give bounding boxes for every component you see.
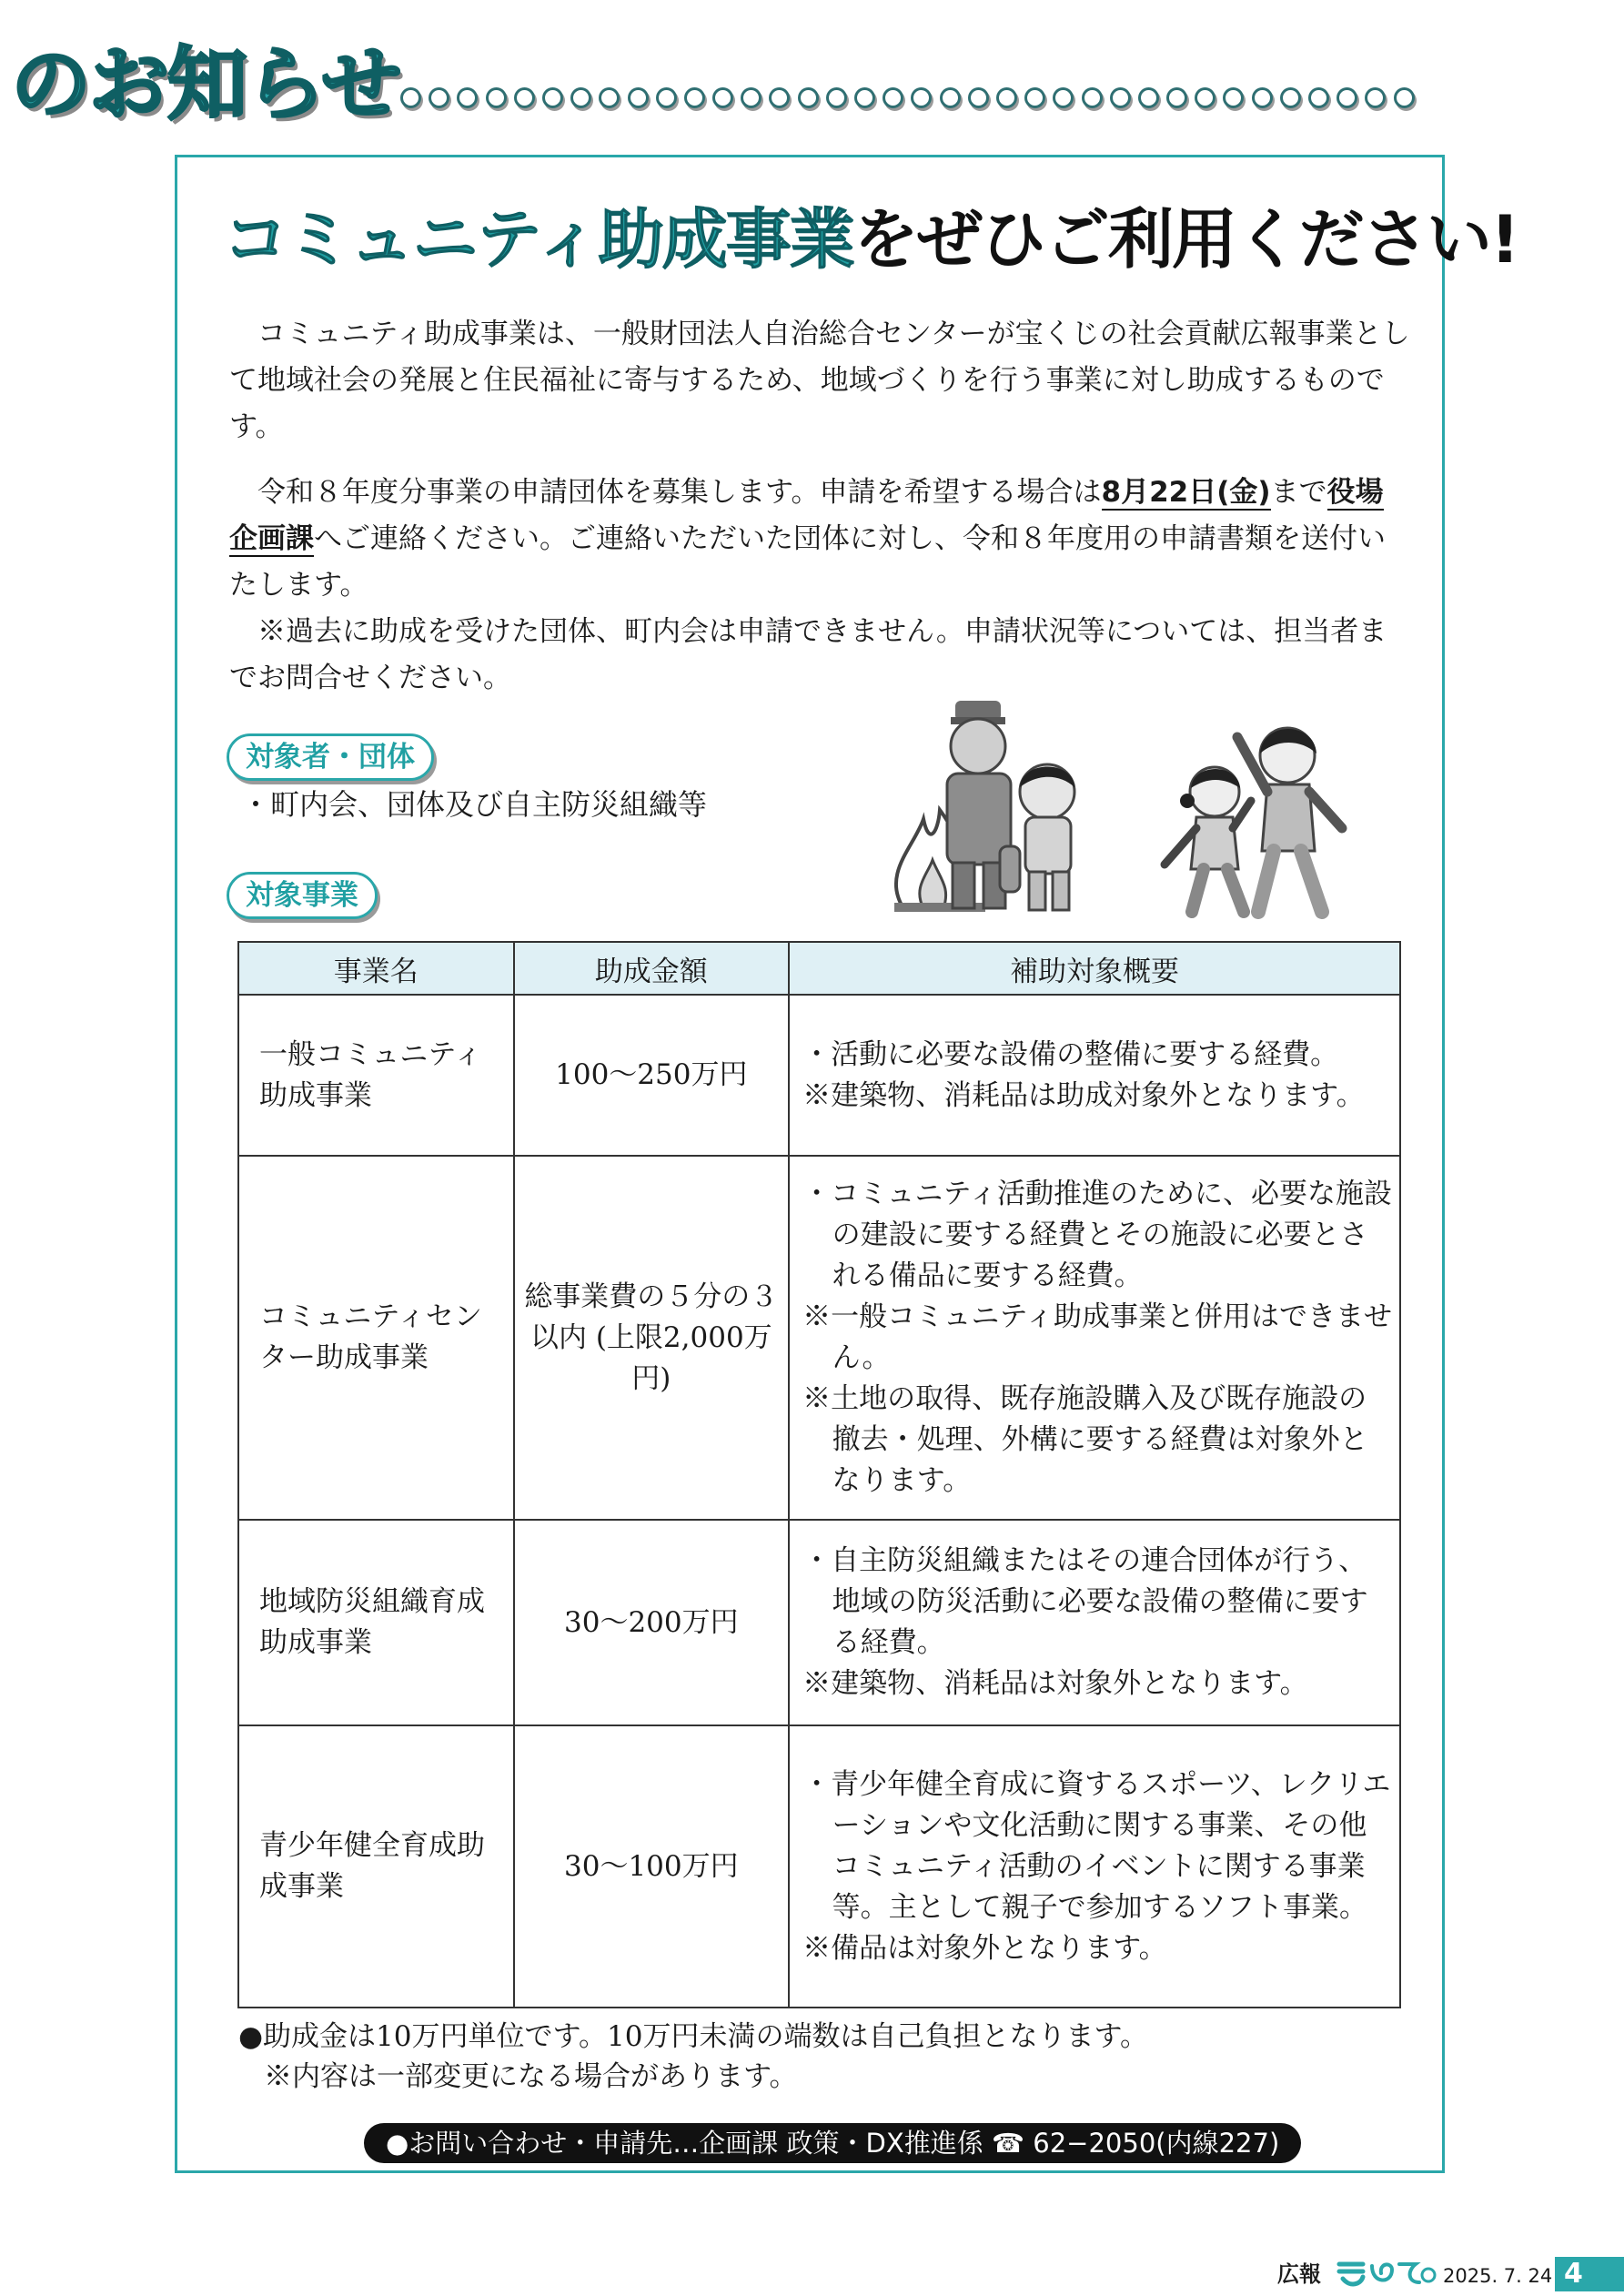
col-header-name: 事業名	[238, 942, 514, 995]
page-number: 4	[1555, 2257, 1624, 2291]
table-row	[238, 1520, 1400, 1725]
header-dot	[570, 87, 591, 108]
header-dot	[1280, 87, 1301, 108]
header-dot	[1053, 87, 1074, 108]
header-dot	[826, 87, 847, 108]
summary-line: ※建築物、消耗品は対象外となります。	[802, 1667, 1308, 1700]
row-summary	[789, 995, 1400, 1156]
row-amount: 総事業費の５分の３以内 (上限2,000万円)	[514, 1156, 790, 1520]
header-dot	[400, 87, 421, 108]
header-dot	[940, 87, 961, 108]
header-dot	[514, 87, 535, 108]
grant-table	[237, 941, 1401, 2008]
target-groups-item: ・町内会、団体及び自主防災組織等	[241, 787, 708, 822]
intro-paragraph-2	[229, 470, 1410, 609]
header-dot	[1082, 87, 1103, 108]
header-dot	[1024, 87, 1045, 108]
header-dot	[996, 87, 1017, 108]
row-summary	[789, 1156, 1400, 1520]
summary-line: ※一般コミュニティ助成事業と併用はできません。	[802, 1300, 1393, 1374]
office-text: 役場企画課	[229, 476, 1384, 555]
header-dot	[798, 87, 819, 108]
summary-line: ・自主防災組織またはその連合団体が行う、地域の防災活動に必要な設備の整備に要する経費。	[802, 1544, 1368, 1659]
table-header-row	[238, 942, 1400, 995]
row-summary	[789, 1725, 1400, 2008]
header-dot	[1365, 87, 1386, 108]
header-dot	[486, 87, 507, 108]
header-dot	[911, 87, 932, 108]
header-dot	[1308, 87, 1329, 108]
title-highlight: コミュニティ助成事業	[223, 201, 853, 278]
header-dot	[656, 87, 677, 108]
table-row	[238, 995, 1400, 1156]
table-row	[238, 1725, 1400, 2008]
header-dot	[429, 87, 449, 108]
summary-line: ・活動に必要な設備の整備に要する経費。	[802, 1037, 1339, 1071]
row-name: 地域防災組織育成助成事業	[238, 1520, 514, 1725]
row-summary	[789, 1520, 1400, 1725]
header-dot	[542, 87, 563, 108]
header-dot	[599, 87, 620, 108]
contact-banner: ●お問い合わせ・申請先…企画課 政策・DX推進係 ☎ 62−2050(内線227)	[364, 2123, 1301, 2163]
header-dot	[1138, 87, 1159, 108]
intro-paragraph-3: ※過去に助成を受けた団体、町内会は申請できません。申請状況等については、担当者までお問合せください。	[229, 615, 1387, 694]
header-dot	[628, 87, 649, 108]
table-row	[238, 1156, 1400, 1520]
header-dotted-rule	[400, 84, 1415, 111]
header-dot	[741, 87, 762, 108]
row-amount: 30〜200万円	[514, 1520, 790, 1725]
article-title	[223, 198, 1518, 280]
header-dot	[968, 87, 989, 108]
header-dot	[883, 87, 903, 108]
p2-mid: まで	[1270, 476, 1327, 509]
p2-after: へご連絡ください。ご連絡いただいた団体に対し、令和８年度用の申請書類を送付いたします。	[229, 522, 1386, 602]
col-header-amount: 助成金額	[514, 942, 790, 995]
row-amount: 100〜250万円	[514, 995, 790, 1156]
header-dot	[1252, 87, 1273, 108]
header-dot	[1110, 87, 1131, 108]
col-header-summary: 補助対象概要	[789, 942, 1400, 995]
row-amount: 30〜100万円	[514, 1725, 790, 2008]
summary-line: ※土地の取得、既存施設購入及び既存施設の撤去・処理、外構に要する経費は対象外となります。	[802, 1382, 1368, 1497]
header-dot	[769, 87, 790, 108]
row-name: コミュニティセンター助成事業	[238, 1156, 514, 1520]
header-dot	[712, 87, 733, 108]
target-groups-heading: 対象者・団体	[227, 733, 434, 781]
header-dot	[1394, 87, 1415, 108]
note-change: ※内容は一部変更になる場合があります。	[264, 2060, 798, 2093]
summary-line: ※建築物、消耗品は助成対象外となります。	[802, 1078, 1365, 1112]
header-dot	[854, 87, 875, 108]
town-logo-icon	[1336, 2257, 1437, 2290]
header-dot	[1223, 87, 1244, 108]
summary-line: ・青少年健全育成に資するスポーツ、レクリエーションや文化活動に関する事業、その他コミュニティ活動のイベントに関する事業等。主として親子で参加するソフト事業。	[802, 1767, 1391, 1924]
footer-label: 広報	[1277, 2261, 1321, 2287]
header-dot	[684, 87, 705, 108]
row-name: 青少年健全育成助成事業	[238, 1725, 514, 2008]
fire-drill-illustration	[887, 701, 1360, 919]
note-unit: ●助成金は10万円単位です。10万円未満の端数は自己負担となります。	[238, 2020, 1148, 2053]
title-rest: をぜひご利用ください!	[852, 201, 1518, 278]
issue-date: 2025. 7. 24	[1443, 2265, 1553, 2287]
row-name: 一般コミュニティ助成事業	[238, 995, 514, 1156]
intro-paragraph-1: コミュニティ助成事業は、一般財団法人自治総合センターが宝くじの社会貢献広報事業として地域社会の発展と住民福祉に寄与するため、地域づくりを行う事業に対し助成するものです。	[229, 318, 1410, 443]
header-dot	[1337, 87, 1357, 108]
header-dot	[1166, 87, 1187, 108]
header-dot	[1195, 87, 1215, 108]
summary-line: ※備品は対象外となります。	[802, 1931, 1167, 1965]
target-projects-heading: 対象事業	[227, 872, 378, 919]
p2-before: 令和８年度分事業の申請団体を募集します。申請を希望する場合は	[257, 476, 1102, 509]
deadline-text: 8月22日(金)	[1101, 476, 1271, 509]
header-dot	[457, 87, 478, 108]
section-header-title: のお知らせ	[11, 37, 400, 131]
summary-line: ・コミュニティ活動推進のために、必要な施設の建設に要する経費とその施設に必要とされる備品に要する経費。	[802, 1178, 1393, 1292]
